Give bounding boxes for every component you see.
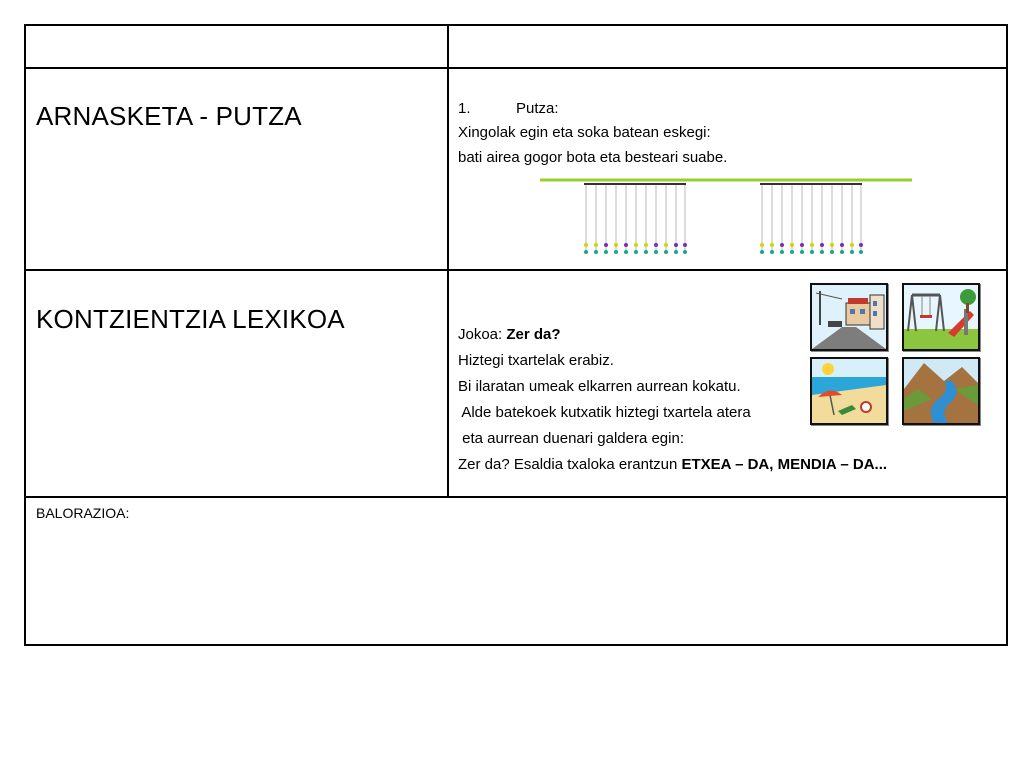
row-divider-1 [26,67,1006,69]
lexical-line-5 [458,452,887,478]
column-divider [447,26,449,496]
game-name: Zer da? [506,326,561,343]
streamer-group-right [760,184,863,254]
lexical-line-2: Bi ilaratan umeak elkarren aurrean kokatu. [458,378,741,395]
numbered-item [458,97,559,121]
item-number: 1. [458,100,471,117]
item-label: Putza: [516,100,559,117]
street-card-icon [810,283,888,351]
lexical-line-3: Alde batekoek kutxatik hiztegi txartela atera [458,404,751,421]
lexical-line-1: Hiztegi txartelak erabiz. [458,352,614,369]
playground-card-icon [902,283,980,351]
lesson-table [24,24,1008,646]
breathing-line-1: Xingolak egin eta soka batean eskegi: [458,124,711,141]
mountain-river-card-icon [902,357,980,425]
lexical-title: KONTZIENTZIA LEXIKOA [36,304,345,334]
game-label: Jokoa: [458,326,507,343]
row-divider-3 [26,496,1006,498]
lexical-line-4: eta aurrean duenari galdera egin: [458,430,684,447]
beach-card-icon [810,357,888,425]
breathing-line-2: bati airea gogor bota eta besteari suabe. [458,149,728,166]
breathing-title: ARNASKETA - PUTZA [36,101,302,131]
row-divider-2 [26,269,1006,271]
answer-example: ETXEA – DA, MENDIA – DA... [681,456,888,473]
streamer-group-left [584,184,687,254]
hanging-streamers-illustration [540,177,920,261]
evaluation-label: BALORAZIOA: [36,505,130,521]
answer-prompt: Zer da? Esaldia txaloka erantzun [458,456,682,473]
